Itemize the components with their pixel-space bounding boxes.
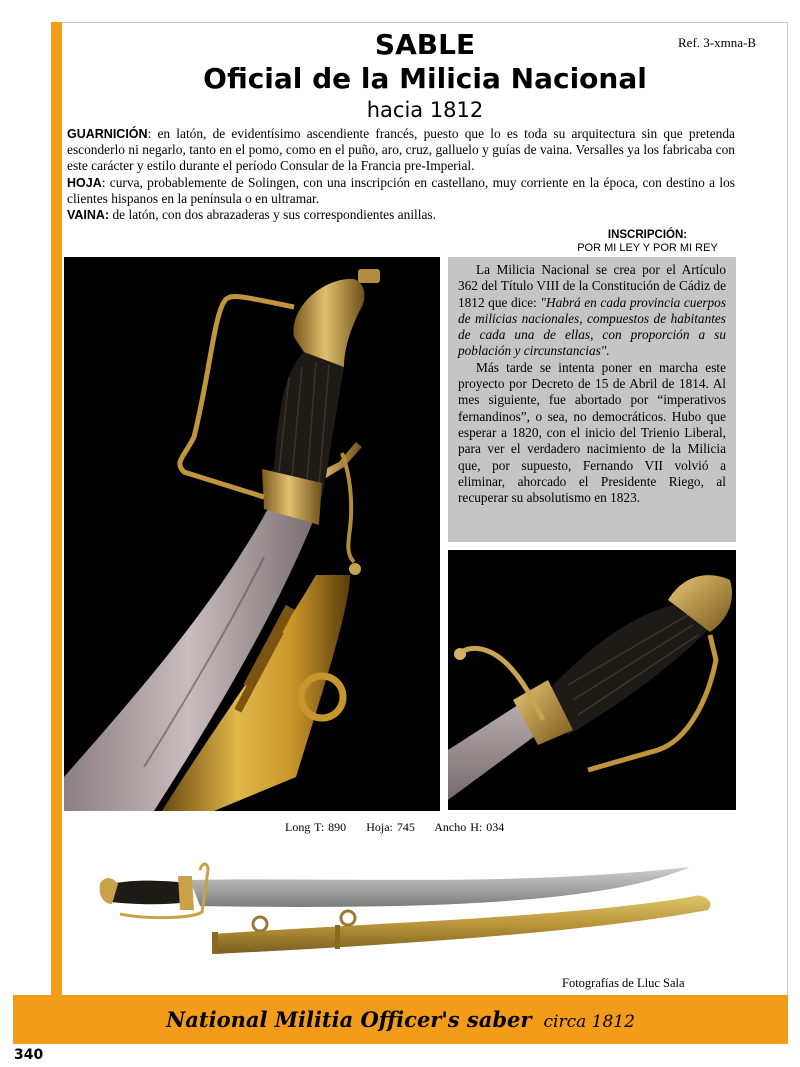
- measurements: [285, 820, 520, 835]
- guarnicion-paragraph: [67, 126, 735, 175]
- guarnicion-text: : en latón, de evidentísimo ascendiente francés, puesto que lo es toda su arquitectura sin que pretenda esconderlo ni negarlo, tanto en el pomo, como en el puño, aro, cruz, galluelo y guías de vaina. Versalles ya los fabricaba con este carácter y estilo durante el período Consular de la Francia pre-Imperial.: [67, 126, 735, 174]
- history-paragraph-2: Más tarde se intenta poner en marcha este proyecto por Decreto de 15 de Abril de 1814. Al mes siguiente, fue abortado por “imperativos fernandinos”, o sea, no democráticos. Hubo que esperar a 1820, con el inicio del Trienio Liberal, para ver el verdadero nacimiento de la Milicia que, por supuesto, Fernando VII volvió a eliminar, ahorcado el Presidente Riego, al recuperar su absolutismo en 1823.: [458, 359, 726, 506]
- reference-code: Ref. 3-xmna-B: [678, 35, 756, 50]
- page-number: 340: [14, 1047, 44, 1063]
- english-title: National Militia Officer's saber: [166, 1007, 532, 1032]
- blade-length: Hoja: 745: [366, 820, 415, 834]
- page-subtitle: Oficial de la Milicia Nacional: [203, 62, 647, 95]
- english-title-banner: [13, 995, 788, 1044]
- constitution-quote: "Habrá en cada provincia cuerpos de milicias nacionales, compuestos de habitantes de cada una de ellas, con proporción a su población y circunstancias".: [458, 294, 726, 359]
- hilt-detail-photo: [448, 550, 736, 810]
- vaina-label: VAINA:: [67, 208, 110, 223]
- history-p1-text: La Milicia Nacional se crea por el Artículo 362 del Título VIII de la Constitución de Cádiz de 1812 que dice:: [458, 262, 726, 310]
- orange-side-bar: [51, 22, 62, 1044]
- description-block: [67, 126, 735, 223]
- blade-width: Ancho H: 034: [434, 820, 505, 834]
- vaina-text: de latón, con dos abrazaderas y sus correspondientes anillas.: [109, 207, 436, 223]
- hoja-label: HOJA: [67, 175, 102, 190]
- inscription-text: POR MI LEY Y POR MI REY: [577, 242, 718, 254]
- inscription-label: INSCRIPCIÓN:: [607, 229, 688, 241]
- photo-credit: Fotografías de Lluc Sala: [562, 976, 685, 990]
- hilt-scabbard-photo: [64, 257, 440, 811]
- history-paragraph-1: [458, 262, 726, 360]
- guarnicion-label: GUARNICIÓN: [67, 127, 148, 141]
- hoja-text: : curva, probablemente de Solingen, con una inscripción en castellano, muy corriente en la época, con destino a los clientes hispanos en la península o en ultramar.: [67, 174, 735, 206]
- vaina-paragraph: [67, 207, 735, 223]
- full-sword-photo: [90, 862, 720, 972]
- hoja-paragraph: [67, 175, 735, 207]
- english-circa: circa 1812: [543, 1012, 635, 1032]
- page-title: SABLE: [374, 28, 476, 61]
- history-textbox: [448, 257, 736, 542]
- length-total: Long T: 890: [285, 820, 347, 834]
- page-date: hacia 1812: [366, 98, 484, 122]
